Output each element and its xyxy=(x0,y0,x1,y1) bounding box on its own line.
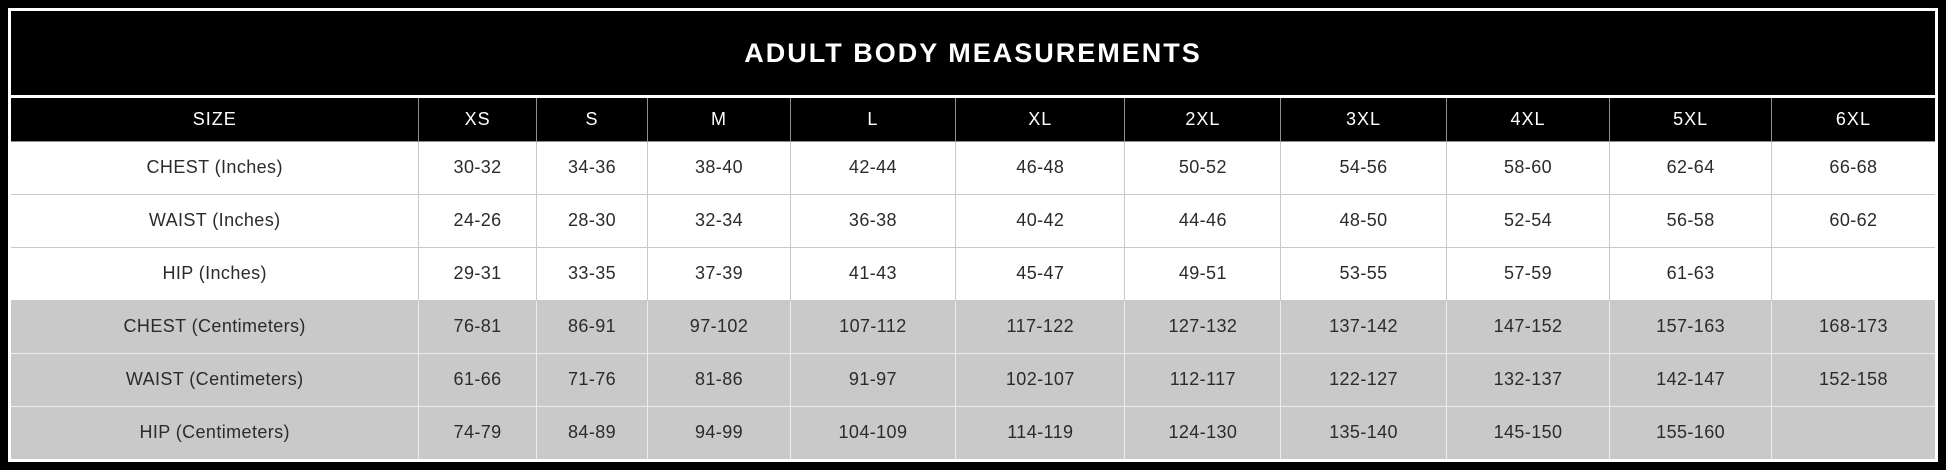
measurement-cell: 46-48 xyxy=(956,141,1125,194)
measurement-cell: 71-76 xyxy=(536,353,648,406)
chart-title: ADULT BODY MEASUREMENTS xyxy=(11,11,1935,95)
measurement-cell: 60-62 xyxy=(1771,194,1935,247)
measurement-cell: 94-99 xyxy=(648,406,790,459)
measurement-cell: 107-112 xyxy=(790,300,955,353)
column-header-xs: XS xyxy=(419,98,536,141)
table-row xyxy=(11,247,1935,300)
measurement-cell: 30-32 xyxy=(419,141,536,194)
row-label: CHEST (Inches) xyxy=(11,141,419,194)
measurement-cell: 102-107 xyxy=(956,353,1125,406)
measurement-cell: 50-52 xyxy=(1125,141,1281,194)
column-header-s: S xyxy=(536,98,648,141)
row-label: WAIST (Centimeters) xyxy=(11,353,419,406)
measurement-cell: 157-163 xyxy=(1610,300,1772,353)
row-label: HIP (Centimeters) xyxy=(11,406,419,459)
measurement-cell: 58-60 xyxy=(1446,141,1610,194)
table-row xyxy=(11,406,1935,459)
column-header-l: L xyxy=(790,98,955,141)
measurement-cell: 53-55 xyxy=(1281,247,1446,300)
measurement-cell: 41-43 xyxy=(790,247,955,300)
measurement-cell: 124-130 xyxy=(1125,406,1281,459)
measurement-cell: 42-44 xyxy=(790,141,955,194)
column-header-6xl: 6XL xyxy=(1771,98,1935,141)
column-header-size: SIZE xyxy=(11,98,419,141)
measurement-cell: 36-38 xyxy=(790,194,955,247)
row-label: WAIST (Inches) xyxy=(11,194,419,247)
measurement-cell: 48-50 xyxy=(1281,194,1446,247)
measurement-cell: 104-109 xyxy=(790,406,955,459)
measurement-cell: 32-34 xyxy=(648,194,790,247)
measurement-cell: 29-31 xyxy=(419,247,536,300)
measurement-cell: 168-173 xyxy=(1771,300,1935,353)
measurement-cell: 24-26 xyxy=(419,194,536,247)
column-header-5xl: 5XL xyxy=(1610,98,1772,141)
measurement-cell: 155-160 xyxy=(1610,406,1772,459)
measurement-cell: 34-36 xyxy=(536,141,648,194)
column-header-xl: XL xyxy=(956,98,1125,141)
measurement-cell: 84-89 xyxy=(536,406,648,459)
measurement-cell: 135-140 xyxy=(1281,406,1446,459)
measurement-cell: 45-47 xyxy=(956,247,1125,300)
table-row xyxy=(11,194,1935,247)
row-label: HIP (Inches) xyxy=(11,247,419,300)
measurement-cell: 33-35 xyxy=(536,247,648,300)
measurement-cell: 127-132 xyxy=(1125,300,1281,353)
measurement-cell: 97-102 xyxy=(648,300,790,353)
measurement-cell: 56-58 xyxy=(1610,194,1772,247)
measurement-cell xyxy=(1771,406,1935,459)
measurement-cell: 122-127 xyxy=(1281,353,1446,406)
table-header xyxy=(11,98,1935,141)
measurement-cell: 152-158 xyxy=(1771,353,1935,406)
measurement-cell: 91-97 xyxy=(790,353,955,406)
measurement-cell: 38-40 xyxy=(648,141,790,194)
measurement-cell: 112-117 xyxy=(1125,353,1281,406)
measurement-cell: 117-122 xyxy=(956,300,1125,353)
measurement-cell: 62-64 xyxy=(1610,141,1772,194)
measurement-cell: 86-91 xyxy=(536,300,648,353)
table-body xyxy=(11,141,1935,459)
measurement-cell: 137-142 xyxy=(1281,300,1446,353)
measurement-cell: 142-147 xyxy=(1610,353,1772,406)
measurement-cell: 66-68 xyxy=(1771,141,1935,194)
measurement-cell: 114-119 xyxy=(956,406,1125,459)
measurement-cell: 61-63 xyxy=(1610,247,1772,300)
measurement-cell: 147-152 xyxy=(1446,300,1610,353)
measurement-cell: 132-137 xyxy=(1446,353,1610,406)
column-header-m: M xyxy=(648,98,790,141)
header-row xyxy=(11,98,1935,141)
measurement-cell: 81-86 xyxy=(648,353,790,406)
row-label: CHEST (Centimeters) xyxy=(11,300,419,353)
measurement-cell: 49-51 xyxy=(1125,247,1281,300)
measurement-cell: 145-150 xyxy=(1446,406,1610,459)
measurement-cell: 40-42 xyxy=(956,194,1125,247)
measurement-cell: 76-81 xyxy=(419,300,536,353)
measurement-cell: 37-39 xyxy=(648,247,790,300)
measurement-cell: 54-56 xyxy=(1281,141,1446,194)
table-row xyxy=(11,300,1935,353)
size-chart-table xyxy=(11,98,1935,459)
measurement-cell: 44-46 xyxy=(1125,194,1281,247)
measurement-cell xyxy=(1771,247,1935,300)
measurement-cell: 28-30 xyxy=(536,194,648,247)
table-row xyxy=(11,141,1935,194)
measurement-cell: 61-66 xyxy=(419,353,536,406)
table-row xyxy=(11,353,1935,406)
measurement-cell: 74-79 xyxy=(419,406,536,459)
column-header-4xl: 4XL xyxy=(1446,98,1610,141)
measurement-cell: 52-54 xyxy=(1446,194,1610,247)
column-header-3xl: 3XL xyxy=(1281,98,1446,141)
measurement-cell: 57-59 xyxy=(1446,247,1610,300)
column-header-2xl: 2XL xyxy=(1125,98,1281,141)
